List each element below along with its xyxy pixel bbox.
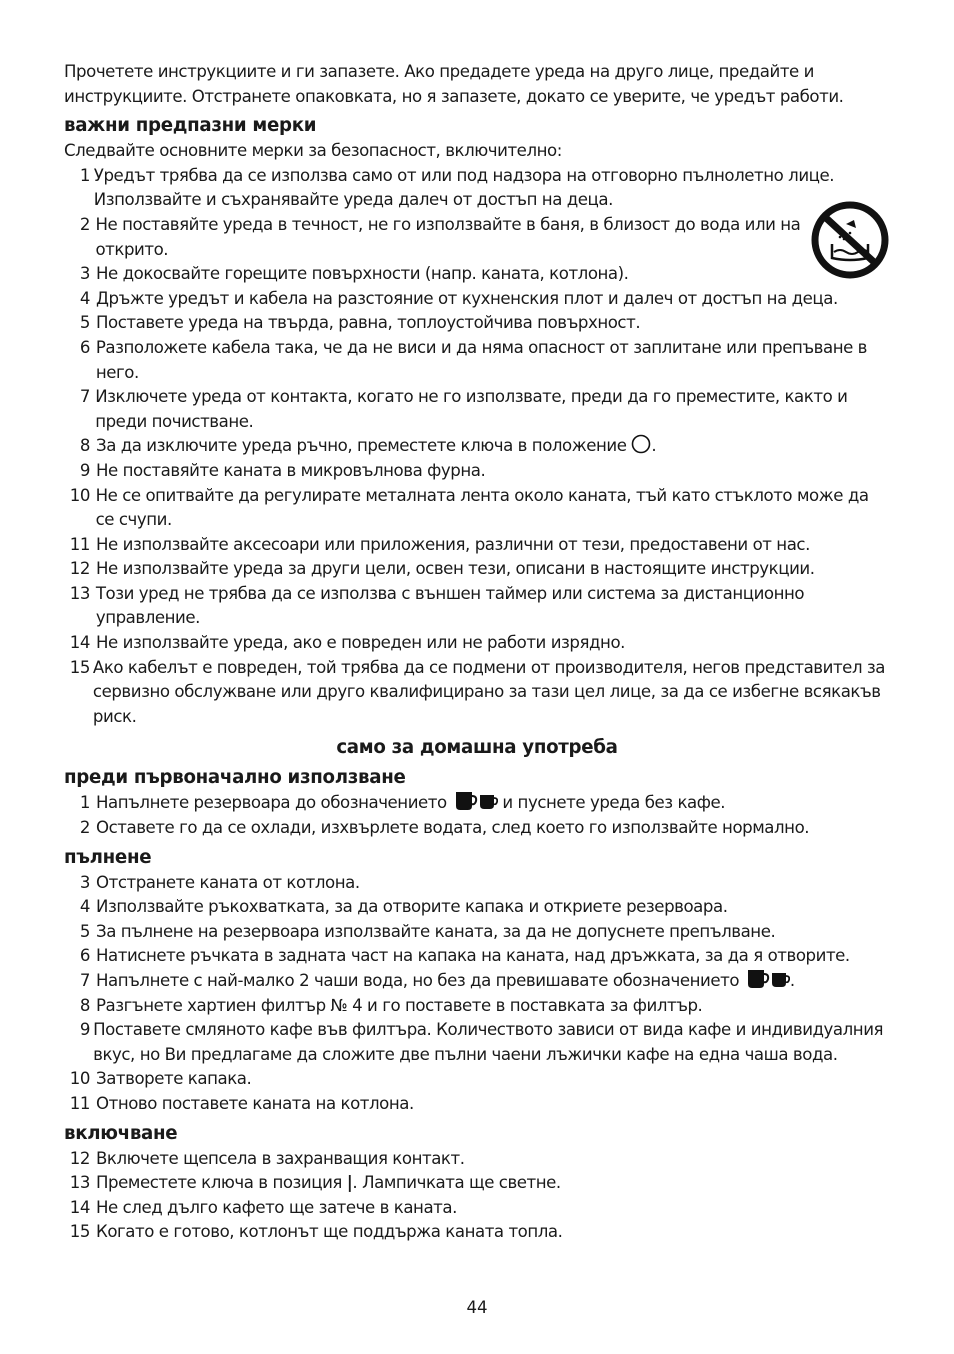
list-item: 15 Ако кабелът е повреден, той трябва да се подмени от производителя, негов представител за сервизно обслужване или друго квалифицирано за тази цел лице, за да се избегне всякакъв риск. (69, 657, 886, 726)
list-item: 2 Не поставяйте уреда в течност, не го използвайте в баня, в близост до вода или на открито. (79, 214, 801, 259)
page-body (64, 60, 890, 1245)
list-item: 14 Не след дълго кафето ще затече в каната. (69, 1197, 457, 1217)
switching-on-heading: включване (64, 1122, 178, 1144)
max-cups-icon (452, 791, 498, 811)
list-item: 1 Напълнете резервоара до обозначението и пуснете уреда без кафе. (79, 793, 726, 813)
list-item: 1 Уредът трябва да се използва само от или под надзора на отговорно пълнолетно лице. Използвайте и съхранявайте уреда далеч от достъп на деца. (79, 165, 835, 210)
domestic-use-heading: само за домашна употреба (336, 737, 618, 759)
list-item: 6 Натиснете ръчката в задната част на капака на каната, над дръжката, за да я отворите. (79, 946, 850, 966)
list-item: 4 Използвайте ръкохватката, за да отворите капака и откриете резервоара. (79, 897, 728, 917)
first-use-heading: преди първоначално използване (64, 767, 406, 789)
intro-text: Прочетете инструкциите и ги запазете. Ако предадете уреда на друго лице, предайте и инструкциите. Отстранете опаковката, но я запазете, докато се уверите, че уредът работи. (64, 62, 844, 106)
list-item: 7 Напълнете с най-малко 2 чаши вода, но без да превишавате обозначението . (79, 971, 795, 990)
list-item: 13 Този уред не трябва да се използва с външен таймер или система за дистанционно управление. (69, 583, 805, 628)
list-item: 3 Не докосвайте горещите повърхности (напр. каната, котлона). (79, 264, 629, 284)
page-number: 44 (466, 1298, 488, 1317)
list-item: 2 Оставете го да се охлади, изхвърлете водата, след което го използвайте нормално. (79, 818, 810, 838)
list-item: 15 Когато е готово, котлонът ще поддържа каната топла. (69, 1222, 563, 1242)
list-item: 7 Изключете уреда от контакта, когато не го използвате, преди да го преместите, както и преди почистване. (79, 387, 848, 431)
list-item: 9 Поставете смляното кафе във филтъра. Количеството зависи от вида кафе и индивидуалния вкус, но Ви предлагаме да сложите две пълни чаени лъжички кафе на една чаша вода. (79, 1020, 884, 1064)
list-item: 4 Дръжте уредът и кабела на разстояние от кухненския плот и далеч от достъп на деца. (79, 288, 838, 308)
max-cups-icon (744, 969, 790, 989)
safety-lead: Следвайте основните мерки за безопасност, включително: (64, 141, 562, 161)
on-position-symbol: | (346, 1173, 353, 1193)
filling-heading: пълнене (64, 846, 152, 868)
first-use-list (64, 791, 890, 840)
list-item: 5 Поставете уреда на твърда, равна, топлоустойчива повърхност. (79, 313, 641, 333)
safety-list (64, 164, 890, 730)
list-item: 8 Разгънете хартиен филтър № 4 и го поставете в поставката за филтър. (79, 995, 703, 1015)
off-circle-icon (631, 434, 651, 454)
list-item: 14 Не използвайте уреда, ако е повреден или не работи изрядно. (69, 633, 625, 653)
safety-heading: важни предпазни мерки (64, 115, 317, 137)
list-item: 12 Не използвайте уреда за други цели, освен тези, описани в настоящите инструкции. (69, 559, 815, 579)
switching-on-list (64, 1147, 890, 1245)
list-item: 11 Отново поставете каната на котлона. (69, 1093, 414, 1113)
list-item: 11 Не използвайте аксесоари или приложения, различни от тези, предоставени от нас. (69, 534, 810, 554)
list-item: 8 За да изключите уреда ръчно, преместете ключа в положение . (79, 436, 657, 456)
list-item: 13 Преместете ключа в позиция |. Лампичката ще светне. (69, 1173, 561, 1193)
filling-list (64, 871, 890, 1117)
list-item: 9 Не поставяйте каната в микровълнова фурна. (79, 460, 486, 480)
list-item: 5 За пълнене на резервоара използвайте каната, за да не допуснете препълване. (79, 921, 776, 941)
list-item: 12 Включете щепсела в захранващия контакт. (69, 1148, 465, 1168)
list-item: 3 Отстранете каната от котлона. (79, 872, 360, 892)
list-item: 6 Разположете кабела така, че да не виси и да няма опасност от заплитане или препъване в него. (79, 337, 868, 382)
list-item: 10 Не се опитвайте да регулирате металната лента около каната, тъй като стъклото може да се счупи. (69, 485, 869, 530)
list-item: 10 Затворете капака. (69, 1069, 252, 1089)
